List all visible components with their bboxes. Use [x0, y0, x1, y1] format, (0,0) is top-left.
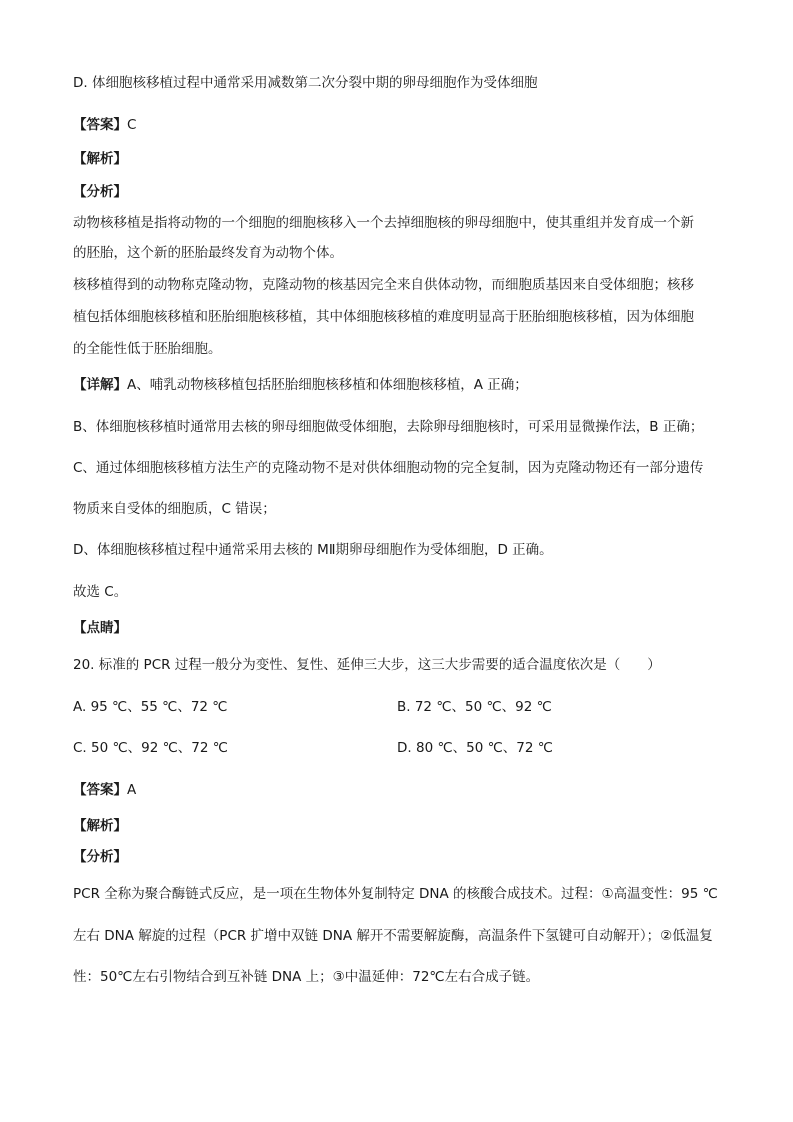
q20-stem: 20. 标准的 PCR 过程一般分为变性、复性、延伸三大步，这三大步需要的适合温度依次是（ ） — [73, 657, 661, 673]
q19-fenxi-line: 植包括体细胞核移植和胚胎细胞核移植，其中体细胞核移植的难度明显高于胚胎细胞核移植，因为体细胞 — [73, 309, 694, 325]
q19-xiangjie-line: 故选 C。 — [73, 584, 128, 600]
answer-value: A — [127, 782, 137, 798]
xiangjie-label: 【详解】 — [73, 377, 127, 393]
q19-xiangjie-line: D、体细胞核移植过程中通常采用去核的 MⅡ期卵母细胞作为受体细胞，D 正确。 — [73, 542, 553, 558]
q19-analysis-label: 【解析】 — [73, 151, 127, 167]
answer-label: 【答案】 — [73, 782, 127, 798]
q19-xiangjie-line: C、通过体细胞核移植方法生产的克隆动物不是对供体细胞动物的完全复制，因为克隆动物还有一部分遗传 — [73, 460, 704, 476]
q20-option-c: C. 50 ℃、92 ℃、72 ℃ — [73, 740, 228, 756]
q19-dianjing-label: 【点睛】 — [73, 620, 127, 636]
q20-answer — [73, 781, 136, 799]
q20-option-a: A. 95 ℃、55 ℃、72 ℃ — [73, 699, 228, 715]
q19-fenxi-line: 的胚胎，这个新的胚胎最终发育为动物个体。 — [73, 245, 343, 261]
q19-xiangjie-a — [73, 376, 528, 394]
q20-fenxi-line: PCR 全称为聚合酶链式反应，是一项在生物体外复制特定 DNA 的核酸合成技术。过程：①高温变性：95 ℃ — [73, 886, 718, 902]
q20-fenxi-line: 性：50℃左右引物结合到互补链 DNA 上；③中温延伸：72℃左右合成子链。 — [73, 969, 540, 985]
xiangjie-line: A、哺乳动物核移植包括胚胎细胞核移植和体细胞核移植，A 正确； — [127, 377, 528, 393]
q19-fenxi-line: 的全能性低于胚胎细胞。 — [73, 341, 222, 357]
q19-fenxi-label: 【分析】 — [73, 184, 127, 200]
q19-xiangjie-line: 物质来自受体的细胞质，C 错误； — [73, 501, 276, 517]
q20-option-b: B. 72 ℃、50 ℃、92 ℃ — [397, 699, 552, 715]
q19-fenxi-line: 动物核移植是指将动物的一个细胞的细胞核移入一个去掉细胞核的卵母细胞中，使其重组并发育成一个新 — [73, 215, 694, 231]
q19-option-d: D. 体细胞核移植过程中通常采用减数第二次分裂中期的卵母细胞作为受体细胞 — [73, 75, 538, 91]
answer-label: 【答案】 — [73, 117, 127, 133]
q20-analysis-label: 【解析】 — [73, 818, 127, 834]
q20-fenxi-line: 左右 DNA 解旋的过程（PCR 扩增中双链 DNA 解开不需要解旋酶，高温条件下氢键可自动解开）；②低温复 — [73, 928, 713, 944]
q20-option-d: D. 80 ℃、50 ℃、72 ℃ — [397, 740, 553, 756]
q19-fenxi-line: 核移植得到的动物称克隆动物，克隆动物的核基因完全来自供体动物，而细胞质基因来自受体细胞；核移 — [73, 277, 694, 293]
q19-answer — [73, 116, 136, 134]
q19-xiangjie-line: B、体细胞核移植时通常用去核的卵母细胞做受体细胞，去除卵母细胞核时，可采用显微操作法，B 正确； — [73, 419, 704, 435]
answer-value: C — [127, 117, 137, 133]
q20-fenxi-label: 【分析】 — [73, 849, 127, 865]
